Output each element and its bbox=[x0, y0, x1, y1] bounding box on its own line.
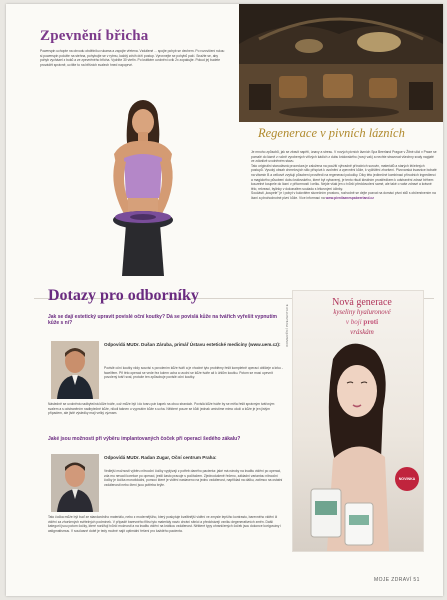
experts-title: Dotazy pro odborníky bbox=[48, 287, 199, 304]
belly-title: Zpevnění břicha bbox=[40, 28, 149, 44]
ad-model-photo bbox=[293, 339, 423, 551]
regeneration-paragraph-3-text: Součástí „koupele" je i pobyt v kulovitém slunečním prostoru, rozhodně se dejte pozvat na domácí pivní stůl s občerstvením na lázni a plnohodnotné pivní kůže. Více informací na bbox=[251, 191, 436, 200]
ad-novinka-badge: NOVINKA bbox=[395, 467, 419, 491]
page-footer: MOJE ZDRAVÍ 51 bbox=[374, 577, 420, 583]
ad-subheadline-3: vráskám bbox=[350, 328, 374, 336]
question-2: Jaké jsou možnosti při výběru implantovaných čoček při operaci šedého zákalu? bbox=[48, 436, 241, 442]
expert-2-name: Odpovídá MUDr. Radan Zugar, Oční centrum Praha: bbox=[104, 455, 217, 460]
answer-2-paragraph-2: Tato čočka může být buď ze standardního materiálu, nebo z modernějšího, který poskytuje kvalitnější vidění ve zmysle lepšího kontrastu, barevného vidění či vidění za zhoršených světelných podmínek. V případě barevného filtru tyto materiály navíc chrání sítnici a předcházejí vzniku degenerativních změn. Další kategorií jsou potom čočky, které rozšiřují tvůrčí možnosti a na kvalitu vidění na krátkou vzdálenost. Některé typy ohraničených čoček jsou dokonce korigovány i astigmatismus. V současné době je tedy možné najít optimální řešení pro každého pacienta. bbox=[48, 515, 282, 533]
answer-2-paragraph-1: Vedlejší možnosti výběru nitrooční čočky vyplývají z potřeb daného pacienta: jaké má nároky na kvalitu vidění po operaci, zda mu nevadí korekce po operaci, jestli často pracuje s počítačem. Zjednodušeně řečeno, základní variantou nitrooční čočky je čočka monofokální, pomocí které je vidění nastaveno na jednu vzdálenost, například na dálku, zatímco na ostatní vzdálenosti nebo čtení jsou potřeba brýle. bbox=[104, 469, 283, 487]
answer-1-paragraph-2: Následně se uvolněná nadbytečná kůže tváře, což může být i do tvaru pár kapek na obou stranách. Povislá kůže tváře by se měla řešit správným tvářovým svalem a s odstraněním nadbytečné kůže, nikoli taknen u vypnutím kůže s ucha. Některé pouze se kůží jednak umístíme mimo okolí a kůže je jen jistým případem, ale jistě výsledky mají velký význam. bbox=[48, 402, 275, 416]
expert-1-portrait bbox=[51, 341, 99, 399]
question-1: Jak se dají estetický upravit povislé oční koutky? Dá se povislá kůže na tvářích vyřešit vypnutím kůže s ní? bbox=[48, 314, 277, 326]
ad-subheadline-2a: v boji bbox=[345, 318, 362, 326]
ad-side-label: KOMERČNÍ PREZENTACE bbox=[285, 304, 289, 347]
regeneration-paragraph-2: Tato originální starodávná procedura je založena na použití výhradně přírodních surovin, materiálů a starých léčebných postupů. Vysoký obsah chmelových silic příspívá k uvolnění a zpevnění kůže, k vyčištění zhoršení. Pivovarská kvasnice bohaté na vitamín B a celkově zvyšují působení prostředí na regeneraci pokožky. Díky této jedinečné kombinaci přírodních ingrediencí a magického působení dubu královského, které byl vybavený, je tento rituál ideálním prostředkem k odstranění zdraví během kouzelné koupele do lázní v přítomnosti i celku. Nejde však jen o tvůrčí předdovolení samé, ale také o vaše zdravé a krásné tělo, rekreaci, bylinky v dokonalém souladu s lékovnými účinky. bbox=[251, 163, 437, 191]
advertisement[interactable] bbox=[292, 290, 424, 552]
expert-1-name bbox=[104, 342, 282, 348]
spa-interior-photo bbox=[239, 4, 443, 122]
regeneration-text bbox=[251, 150, 437, 201]
spa-website-link[interactable]: www.pivnilaznespabeerland.cz bbox=[325, 195, 374, 200]
magazine-page bbox=[6, 4, 443, 596]
ad-headline: Nová generace bbox=[332, 297, 392, 308]
regeneration-paragraph-1: Je mnoho způsobů, jak se zbavit napětí, únavy a stresu. V nových pivních lázních Spa Beerland Prague v Žitné ulici v Praze se pomalé do lázně z ručně vyrobených vířivých kádích z dubu královského (nový vak) a nechte stravovat všechny svaly napjaté ve zdánlivě uvolněném stavu. bbox=[251, 150, 437, 164]
ad-subheadline-2b: proti bbox=[363, 318, 379, 326]
ad-subheadline-2 bbox=[305, 318, 419, 326]
regeneration-title: Regenerace v pivních lázních bbox=[258, 126, 405, 140]
expert-2-portrait bbox=[51, 454, 99, 512]
regeneration-paragraph-3 bbox=[251, 191, 437, 200]
belly-paragraph: Powerspin uchopte na obvodu obdělníku rukama a zapojte vřetena. Vzdálené ... spojte pohyb se dechem. Po rozcvičení rukou si powerspin položte na stehna, pohybujte se v rytmu, každý zdvih drží postup. Vyrovnejte se pohybů paží. Snažte se, aby pohyb vycházel z boků a ze zpevněného břicha. Vydržte 30 vteřin. Po krátkém uvolnění cvik 2x zopakujte. Pokud jej budete provádět správně, ucítíte to na břišních svalech hned napoprvé. bbox=[40, 49, 225, 67]
answer-1-paragraph-1: Povislé oční koutky vždy souvisí s povolením kůže tváří a je vhodné tyto problémy řešit kompletně operací obličeje a krku - facelifem. Při této operaci se vede řez kolem ucha a uvolní se kůže tváře až k úhlům koutku. Potom se musí upevnit povolený tváří sval, protože ten způsobuje povislé oční koutky. bbox=[104, 366, 283, 380]
woman-exercising-photo bbox=[84, 96, 202, 276]
expert-1-name-text: Odpovídá MUDr. Dušan Záruba, primář Ústavu estetické medicíny bbox=[104, 342, 248, 347]
ad-subheadline-1: kyseliny hyaluronové bbox=[333, 309, 391, 316]
expert-1-web[interactable]: (www.uem.cz): bbox=[248, 342, 281, 347]
